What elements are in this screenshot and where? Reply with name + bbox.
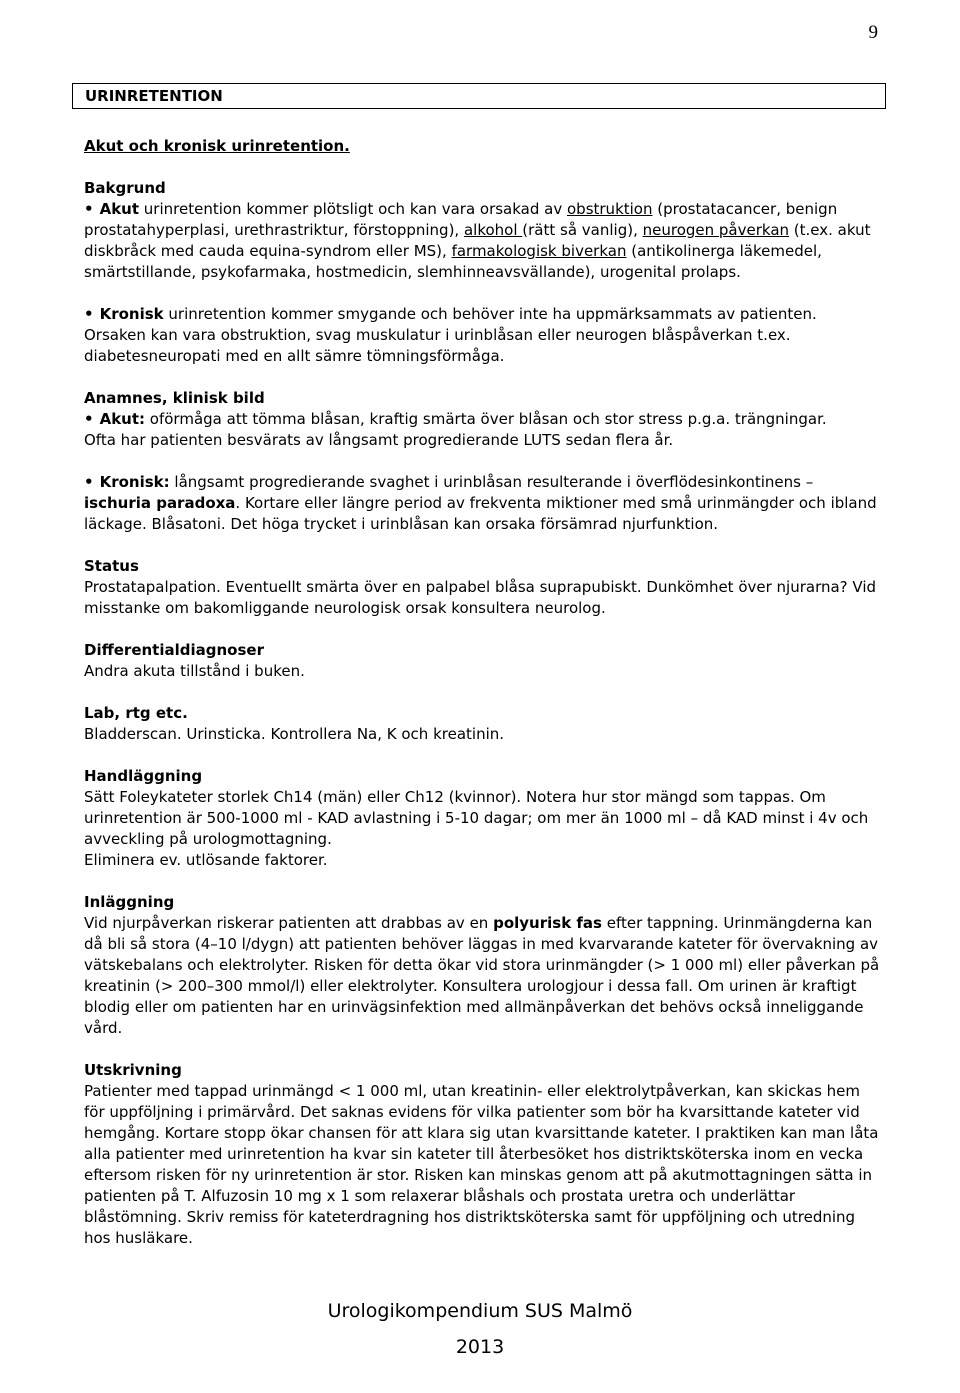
text-segment: urinretention kommer smygande och behöver inte ha uppmärksammats av patienten.: [163, 305, 817, 323]
paragraph-orsaken: Orsaken kan vara obstruktion, svag muskulatur i urinblåsan eller neurogen blåspåverkan t.ex. diabetesneuropati med en allt sämre tömningsförmåga.: [84, 326, 791, 365]
section-status: [84, 556, 884, 619]
heading-differentialdiagnoser: Differentialdiagnoser: [84, 641, 264, 659]
document-body: [84, 136, 884, 1270]
paragraph-utskrivning: Patienter med tappad urinmängd < 1 000 ml, utan kreatinin- eller elektrolytpåverkan, kan skickas hem för uppföljning i primärvård. Det saknas evidens för vilka patienter som bör ha kvarsittande kateter vid hemgång. Kortare stopp ökar chansen för att klara sig utan kvarsittande kateter. I praktiken kan man låta alla patienter med urinretention ha kvar sin kateter till återbesöket hos distriktsköterska inom en vecka eftersom risken för ny urinretention är stor. Risken kan minskas genom att på akutmottagningen sätta in patienten på T. Alfuzosin 10 mg x 1 som relaxerar blåshals och prostata uretra och underlättar blåstömning. Skriv remiss för kateterdragning hos distriktsköterska samt för uppföljning och utredning hos husläkare.: [84, 1082, 879, 1247]
term-akut: Akut:: [99, 410, 146, 428]
text-segment: långsamt progredierande svaghet i urinblåsan resulterande i överflödesinkontinens –: [169, 473, 814, 491]
heading-inlaggning: Inläggning: [84, 893, 175, 911]
paragraph-handlaggning: Sätt Foleykateter storlek Ch14 (män) eller Ch12 (kvinnor). Notera hur stor mängd som tappas. Om urinretention är 500-1000 ml - KAD avlastning i 5-10 dagar; om mer än 1000 ml – då KAD minst i 4v och avveckling på urologmottagning.: [84, 788, 869, 848]
paragraph-luts: Ofta har patienten besvärats av långsamt progredierande LUTS sedan flera år.: [84, 431, 674, 449]
section-inlaggning: [84, 892, 884, 1039]
spacer: [84, 283, 884, 304]
text-segment: (antikolinerga läkemedel, smärtstillande, psykofarmaka, hostmedicin, slemhinneavsvällande), urogenital prolaps.: [84, 242, 822, 281]
paragraph-lab: Bladderscan. Urinsticka. Kontrollera Na, K och kreatinin.: [84, 725, 505, 743]
heading-lab: Lab, rtg etc.: [84, 704, 188, 722]
document-title: URINRETENTION: [72, 83, 886, 109]
section-lab: [84, 703, 884, 745]
heading-status: Status: [84, 557, 139, 575]
section-anamnes: [84, 388, 884, 535]
term-polyurisk-fas: polyurisk fas: [493, 914, 602, 932]
text-segment: (prostatacancer, benign prostatahyperplasi, urethrastriktur, förstoppning),: [84, 200, 838, 239]
heading-bakgrund: Bakgrund: [84, 179, 166, 197]
text-segment: (t.ex. akut diskbråck med cauda equina-syndrom eller MS),: [84, 221, 871, 260]
term-akut: Akut: [99, 200, 140, 218]
heading-utskrivning: Utskrivning: [84, 1061, 182, 1079]
term-kronisk: Kronisk:: [99, 473, 170, 491]
paragraph-differentialdiagnoser: Andra akuta tillstånd i buken.: [84, 662, 305, 680]
text-segment: (rätt så vanlig),: [522, 221, 643, 239]
text-segment: Vid njurpåverkan riskerar patienten att drabbas av en: [84, 914, 494, 932]
bullet-akut-bakgrund: [84, 199, 884, 283]
paragraph-status: Prostatapalpation. Eventuellt smärta över en palpabel blåsa suprapubiskt. Dunkömhet över njurarna? Vid misstanke om bakomliggande neurologisk orsak konsultera neurolog.: [84, 578, 877, 617]
text-segment: urinretention kommer plötsligt och kan vara orsakad av: [139, 200, 567, 218]
footer-organization: Urologikompendium SUS Malmö: [327, 1300, 633, 1322]
link-neurogen-paverkan: neurogen påverkan: [642, 221, 790, 239]
document-subtitle: Akut och kronisk urinretention.: [84, 137, 350, 155]
paragraph-inlaggning: [84, 913, 884, 1039]
text-segment: . Kortare eller längre period av frekventa miktioner med små urinmängder och ibland läckage. Blåsatoni. Det höga trycket i urinblåsan kan orsaka försämrad njurfunktion.: [84, 494, 877, 533]
paragraph-eliminera: Eliminera ev. utlösande faktorer.: [84, 851, 328, 869]
bullet-kronisk-bakgrund: [84, 304, 884, 325]
section-bakgrund: [84, 178, 884, 367]
link-alkohol: alkohol: [463, 221, 523, 239]
section-handlaggning: [84, 766, 884, 871]
text-segment: oförmåga att tömma blåsan, kraftig smärta över blåsan och stor stress p.g.a. trängningar.: [145, 410, 827, 428]
section-utskrivning: [84, 1060, 884, 1249]
footer-year: 2013: [455, 1336, 505, 1358]
section-differentialdiagnoser: [84, 640, 884, 682]
page-number: 9: [868, 22, 878, 43]
bullet-akut-anamnes: [84, 409, 884, 430]
text-segment: efter tappning. Urinmängderna kan då bli så stora (4–10 l/dygn) att patienten behöver läggas in med kvarvarande kateter för övervakning av vätskebalans och elektrolyter. Risken för detta ökar vid stora urinmängder (> 1 000 ml) eller påverkan på kreatinin (> 200–300 mmol/l) eller elektrolyter. Konsultera urologjour i dessa fall. Om urinen är kraftigt blodig eller om patienten har en urinvägsinfektion med allmänpåverkan det behövs också inneliggande vård.: [84, 914, 880, 1037]
spacer: [84, 451, 884, 472]
link-obstruktion: obstruktion: [567, 200, 653, 218]
link-farmakologisk-biverkan: farmakologisk biverkan: [451, 242, 627, 260]
heading-anamnes: Anamnes, klinisk bild: [84, 389, 265, 407]
term-kronisk: Kronisk: [99, 305, 164, 323]
heading-handlaggning: Handläggning: [84, 767, 203, 785]
bullet-kronisk-anamnes: [84, 472, 884, 535]
term-ischuria-paradoxa: ischuria paradoxa: [84, 494, 236, 512]
